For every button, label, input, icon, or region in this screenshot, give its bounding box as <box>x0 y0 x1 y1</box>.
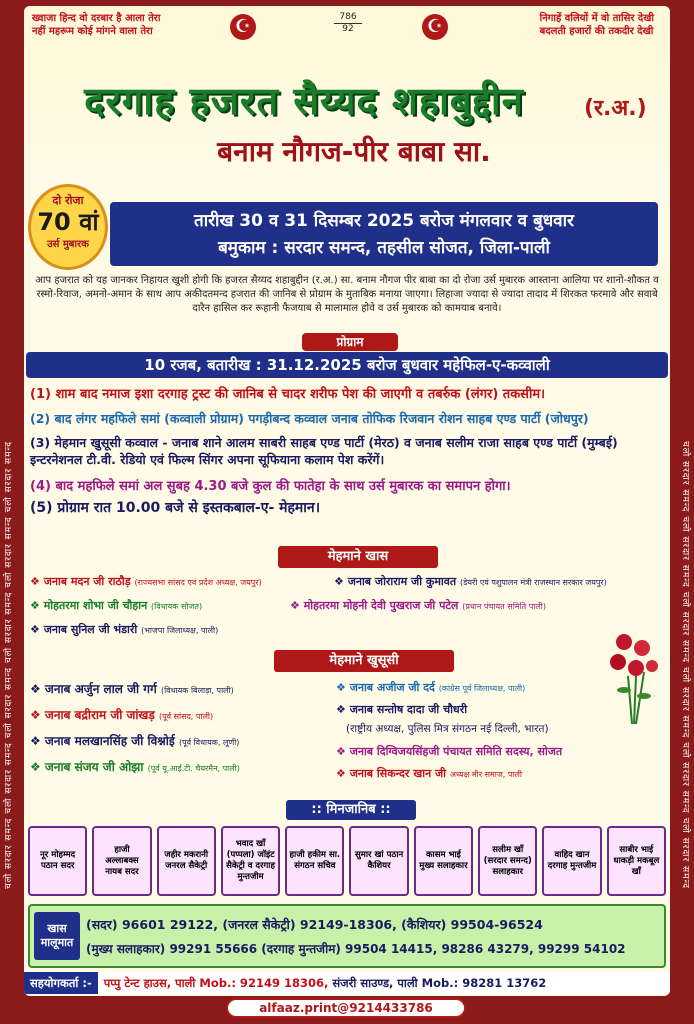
minjanib-heading: :: मिनजानिब :: <box>286 800 416 820</box>
sponsor-1: पप्पु टेन्ट हाउस, पाली Mob.: 92149 18306, <box>103 976 329 990</box>
rose-bouquet-icon <box>604 626 662 726</box>
badge-line1: दो रोजा <box>52 194 84 207</box>
sponsor-label: सहयोगकर्ता :- <box>24 972 98 994</box>
guest-khususi-7 <box>30 758 240 775</box>
guest-name: ❖ जनाब सन्तोष दादा जी चौधरी <box>336 703 468 716</box>
date-venue-band <box>110 202 658 266</box>
number-786-92 <box>334 12 362 35</box>
guest-name: ❖ जनाब बद्रीराम जी जांखड़ <box>30 708 155 722</box>
crescent-star-icon: ☪ <box>422 14 448 40</box>
guest-note: (पूर्व विधायक, लूणी) <box>178 738 240 747</box>
guest-name: ❖ जनाब मदन जी राठौड़ <box>30 575 131 588</box>
sponsor-2: संजरी साउण्ड, पाली Mob.: 98281 13762 <box>332 976 547 990</box>
guest-note: (पूर्व यू.आई.टी. चैयरमैन, पाली) <box>147 764 240 773</box>
program-item-4: (4) बाद महफिले समां अल सुबह 4.30 बजे कुल की फातेहा के साथ उर्स मुबारक का समापन होगा। <box>30 479 511 494</box>
program-heading: प्रोग्राम <box>302 333 398 351</box>
guest-name: ❖ जनाब संजय जी ओझा <box>30 760 144 774</box>
couplet-right-line1: निगाहें वलियों में वो तासिर देखी <box>539 13 654 24</box>
guest-name: ❖ जनाब जोराराम जी कुमावत <box>334 575 457 588</box>
venue-line: बमुकाम : सरदार समन्द, तहसील सोजत, जिला-पाली <box>218 238 550 258</box>
guest-name: ❖ मोहतरमा शोभा जी चौहान <box>30 599 148 612</box>
guest-khususi-5 <box>30 732 239 749</box>
guest-khususi-6 <box>336 744 562 759</box>
side-text-left: चलो सरदार समन्द चलो सरदार समन्द चलो सरदार समन्द चलो सरदार समन्द चलो सरदार समन्द चलो सरदार समन्द <box>4 440 14 890</box>
committee-member: कासम भाई मुख्य सलाहकार <box>414 826 473 896</box>
guest-note: (डेयरी एवं पशुपालन मंत्री राजस्थान सरकार जयपुर) <box>459 578 607 587</box>
guest-note: (राज्यसभा सांसद एवं प्रदेश अध्यक्ष, जयपुर) <box>134 578 262 587</box>
committee-member: हाजी अल्लाबक्स नायब सदर <box>92 826 151 896</box>
program-item-2: (2) बाद लंगर महफिले समां (कव्वाली प्रोग्राम) पगड़ीबन्द कव्वाल जनाब तोफिक रिजवान रोशन साहब एण्ड पार्टी (जोधपुर) <box>30 411 589 426</box>
guest-khas-5 <box>30 622 218 637</box>
guest-note: (कांग्रेस पूर्व जिलाध्यक्ष, पाली) <box>438 684 526 693</box>
side-text-right: चलो सरदार समन्द चलो सरदार समन्द चलो सरदार समन्द चलो सरदार समन्द चलो सरदार समन्द चलो सरदार समन्द <box>680 440 690 890</box>
guest-khususi-4-title <box>346 722 549 736</box>
contact-panel <box>28 904 666 968</box>
number-bottom: 92 <box>342 24 354 34</box>
guest-note: (भाजपा जिलाध्यक्ष, पाली) <box>141 626 219 635</box>
date-line: तारीख 30 व 31 दिसम्बर 2025 बरोज मंगलवार व बुधवार <box>194 211 574 231</box>
guest-name: ❖ मोहतरमा मोहनी देवी पुखराज जी पटेल <box>290 599 459 612</box>
crescent-star-icon: ☪ <box>230 14 256 40</box>
page-title: दरगाह हजरत सैय्यद शहाबुद्दीन <box>84 79 524 123</box>
program-date: 10 रजब, बतारीख : 31.12.2025 बरोज बुधवार महेफिल-ए-कव्वाली <box>26 352 668 378</box>
badge-line3: उर्स मुबारक <box>47 239 89 250</box>
committee-member: साबीर भाई धाकड़ी मकबूल खाँ <box>607 826 666 896</box>
committee-member: भवाद खाँ (पप्पला) जॉइंट सैकेट्री व दरगाह मुन्तजीम <box>221 826 280 896</box>
guest-khas-1 <box>30 574 262 589</box>
guest-name: ❖ जनाब अर्जुन लाल जी गर्ग <box>30 682 157 696</box>
couplet-left-line2: नहीं महरूम कोई मांगने वाला तेरा <box>32 26 153 37</box>
guest-title: (राष्ट्रीय अध्यक्ष, पुलिस मित्र संगठन नई दिल्ली, भारत) <box>346 723 549 735</box>
guest-note: (विधायक बिलाड़ा, पाली) <box>161 686 234 695</box>
committee-member: सुमार खां पठान कैशियर <box>349 826 408 896</box>
guest-khususi-3 <box>30 706 213 723</box>
guest-khususi-8 <box>336 766 522 781</box>
mehmane-khas-heading: मेहमाने खास <box>278 546 438 568</box>
guest-khas-2 <box>334 574 607 589</box>
contact-line-2: (मुख्य सलाहकार) 99291 55666 (दरगाह मुन्तजीम) 99504 14415, 98286 43279, 99299 54102 <box>86 942 626 956</box>
subtitle: बनाम नौगज-पीर बाबा सा. <box>217 135 491 168</box>
couplet-right-line2: बदलती हजारों की तकदीर देखी <box>539 26 654 37</box>
urs-badge <box>28 184 108 270</box>
guest-name: ❖ जनाब दिग्विजयसिंहजी पंचायत समिति सदस्य, सोजत <box>336 745 563 758</box>
committee-member: जहीर मकरानी जनरल सैकेट्री <box>157 826 216 896</box>
program-item-1: (1) शाम बाद नमाज इशा दरगाह ट्रस्ट की जानिब से चादर शरीफ पेश की जाएगी व तबर्रुक (लंगर) तकसीम। <box>30 387 546 402</box>
mehmane-khususi-heading: मेहमाने खुसूसी <box>274 650 454 672</box>
sponsor-strip <box>24 972 670 994</box>
committee-member: वाहिद खान दरगाह मुन्तजीम <box>542 826 601 896</box>
guest-name: ❖ जनाब सिकन्दर खान जी <box>336 767 447 780</box>
poster-body <box>24 6 670 996</box>
guest-note: (विधायक सोजत) <box>151 602 203 611</box>
contact-line-1: (सदर) 96601 29122, (जनरल सैकेट्री) 92149-18306, (कैशियर) 99504-96524 <box>86 917 543 932</box>
guest-note: (पूर्व सांसद, पाली) <box>158 712 214 721</box>
guest-khas-4 <box>290 598 546 613</box>
couplet-left <box>32 12 160 38</box>
guest-note: अध्यक्ष मीर समाज, पाली <box>449 770 522 779</box>
committee-member: सलीम खाँ (सरदार समन्द) सलाहकार <box>478 826 537 896</box>
title-suffix: (र.अ.) <box>584 96 647 121</box>
program-item-5: (5) प्रोग्राम रात 10.00 बजे से इस्तकबाल-ए- मेहमान। <box>30 500 321 516</box>
intro-paragraph: आप हजरात को यह जानकर निहायत खुशी होगी कि हजरत सैय्यद शहाबुद्दीन (र.अ.) सा. बनाम नौगज पीर बाबा का दो रोजा उर्स मुबारक आस्ताना आलिया पर शानो-शौकत व रस्मो-रिवाज, अमनो-अमान के साथ आप अकीदतमन्द हजरात की जानिब से प्रोग्राम के मुताबिक मनाया जाएगा। लिहाजा ज्यादा से ज्यादा तादाद में शिरकत फरमावे और सवाबे दारैन हासिल कर रूहानी फैजयाब से मालामाल होवे व उर्स मुबारक को कामयाब बनावे। <box>35 275 659 314</box>
printer-credit: alfaaz.print@9214433786 <box>226 998 466 1018</box>
couplet-right <box>540 12 654 38</box>
guest-khususi-2 <box>336 680 525 695</box>
guest-name: ❖ जनाब सुनिल जी भंडारी <box>30 623 138 636</box>
guest-note: (प्रधान पंचायत समिति पाली) <box>462 602 546 611</box>
guest-khususi-1 <box>30 680 234 697</box>
committee-list <box>28 826 666 896</box>
contact-label: खास मालूमात <box>34 912 80 960</box>
committee-member: हाजी हकीम सा. संगठन सचिव <box>285 826 344 896</box>
guest-name: ❖ जनाब अजीज जी दर्द <box>336 681 435 694</box>
couplet-left-line1: ख्वाजा हिन्द वो दरबार है आला तेरा <box>32 13 161 24</box>
committee-member: नूर मोहम्मद पठान सदर <box>28 826 87 896</box>
guest-name: ❖ जनाब मलखानसिंह जी विश्नोई <box>30 734 175 748</box>
number-top: 786 <box>334 12 362 24</box>
guest-khas-3 <box>30 598 202 613</box>
badge-line2: 70 वां <box>37 208 99 236</box>
program-item-3: (3) मेहमान खुसूसी कव्वाल - जनाब शाने आलम साबरी साहब एण्ड पार्टी (मेरठ) व जनाब सलीम राजा साहब एण्ड पार्टी (मुम्बई) इन्टरनेशनल टी.वी. रेडियो एवं फिल्म सिंगर अपना सूफियाना कलाम पेश करेंगें। <box>30 435 618 467</box>
guest-khususi-4 <box>336 702 467 717</box>
